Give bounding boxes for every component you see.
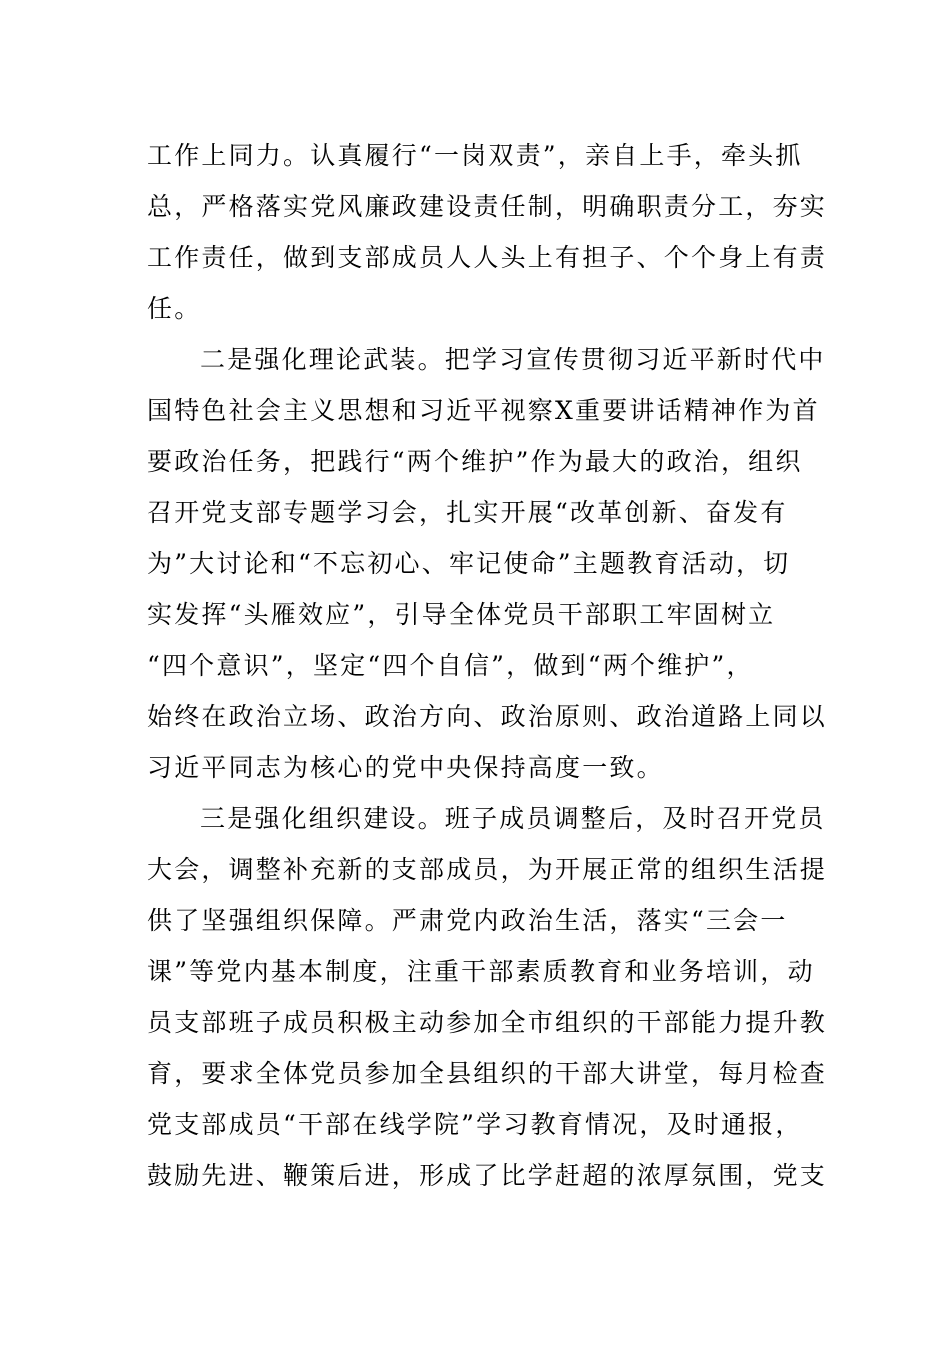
- text-line: 大会，调整补充新的支部成员，为开展正常的组织生活提: [147, 855, 828, 884]
- text-line: 任。: [147, 294, 202, 323]
- text-line: 始终在政治立场、政治方向、政治原则、政治道路上同以: [147, 702, 828, 731]
- text-line: 召开党支部专题学习会，扎实开展“改革创新、奋发有: [147, 498, 788, 527]
- text-line: 三是强化组织建设。班子成员调整后，及时召开党员: [200, 804, 826, 833]
- paragraph-continuation: [147, 130, 828, 334]
- text-line: 党支部成员“干部在线学院”学习教育情况，及时通报，: [147, 1110, 803, 1139]
- text-line: 实发挥“头雁效应”，引导全体党员干部职工牢固树立: [147, 600, 776, 629]
- text-line: 供了坚强组织保障。严肃党内政治生活，落实“三会一: [147, 906, 788, 935]
- text-line: 国特色社会主义思想和习近平视察X重要讲话精神作为首: [147, 396, 820, 425]
- text-line: 为”大讨论和“不忘初心、牢记使命”主题教育活动，切: [147, 549, 791, 578]
- text-line: 工作责任，做到支部成员人人头上有担子、个个身上有责: [147, 243, 828, 272]
- text-line: 员支部班子成员积极主动参加全市组织的干部能力提升教: [147, 1008, 828, 1037]
- text-line: 课”等党内基本制度，注重干部素质教育和业务培训，动: [147, 957, 815, 986]
- text-line: 鼓励先进、鞭策后进，形成了比学赶超的浓厚氛围，党支: [147, 1161, 828, 1190]
- text-line: 二是强化理论武装。把学习宣传贯彻习近平新时代中: [200, 345, 826, 374]
- paragraph-organization: [147, 793, 828, 1201]
- paragraph-theory: [147, 334, 828, 793]
- document-body: [147, 130, 828, 1201]
- text-line: 工作上同力。认真履行“一岗双责”，亲自上手，牵头抓: [147, 141, 803, 170]
- text-line: 习近平同志为核心的党中央保持高度一致。: [147, 753, 664, 782]
- text-line: “四个意识”，坚定“四个自信”，做到“两个维护”，: [147, 651, 754, 680]
- text-line: 总，严格落实党风廉政建设责任制，明确职责分工，夯实: [147, 192, 828, 221]
- text-line: 要政治任务，把践行“两个维护”作为最大的政治，组织: [147, 447, 803, 476]
- text-line: 育，要求全体党员参加全县组织的干部大讲堂，每月检查: [147, 1059, 828, 1088]
